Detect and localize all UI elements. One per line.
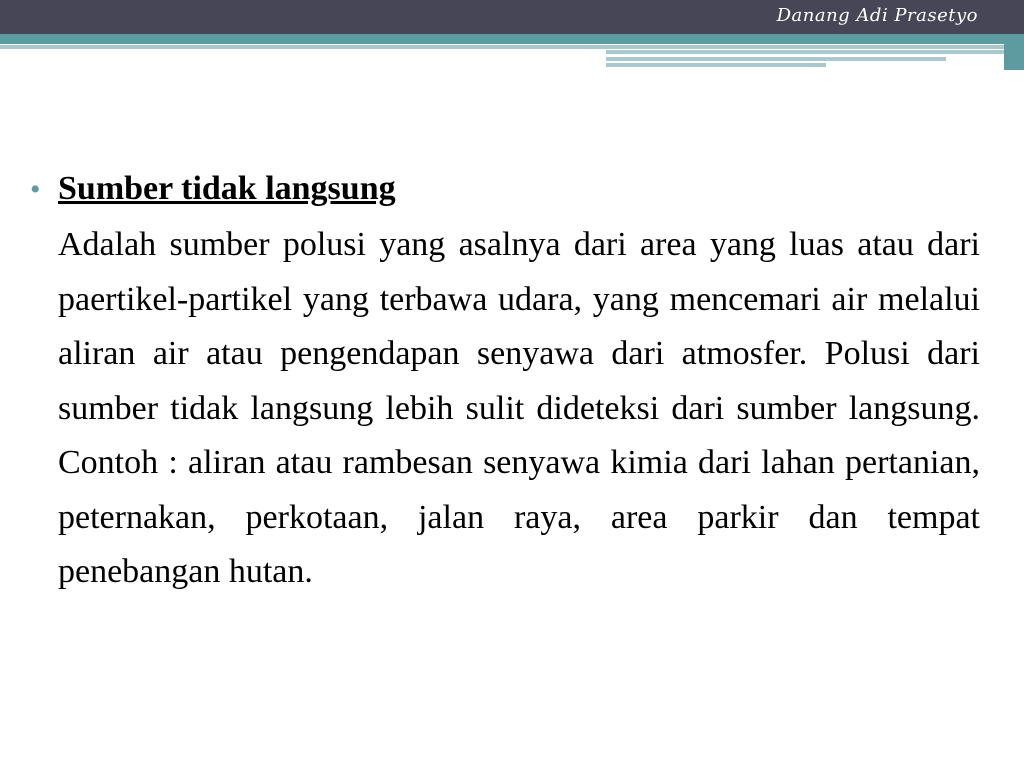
decorative-line	[606, 63, 826, 67]
header-accent-block	[1004, 34, 1024, 70]
decorative-line	[606, 57, 946, 61]
decorative-line	[606, 50, 1004, 54]
header-accent-band	[0, 34, 1024, 44]
body-paragraph: Adalah sumber polusi yang asalnya dari area yang luas atau dari paertikel-partikel yang terbawa udara, yang mencemari air melalui aliran air atau pengendapan senyawa dari atmosfer. Polusi dari sumber tidak langsung lebih sulit dideteksi dari sumber langsung. Contoh : aliran atau rambesan senyawa kimia dari lahan pertanian, peternakan, perkotaan, jalan raya, area parkir dan tempat penebangan hutan.	[58, 226, 980, 590]
bullet-item	[30, 162, 980, 216]
slide-content	[30, 162, 980, 600]
bullet-icon: •	[30, 173, 41, 206]
bullet-heading: Sumber tidak langsung	[58, 170, 396, 207]
decorative-line	[0, 45, 1004, 49]
author-name: Danang Adi Prasetyo	[776, 5, 978, 26]
